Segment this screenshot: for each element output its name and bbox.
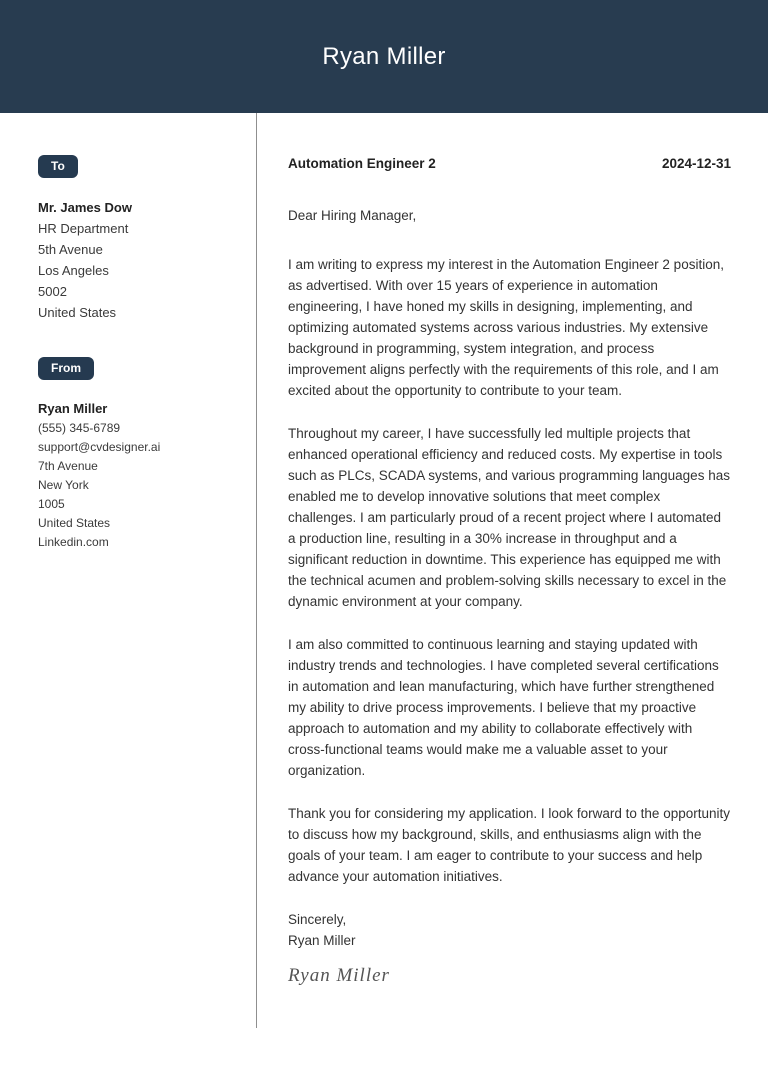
sender-street: 7th Avenue (38, 459, 98, 473)
sender-email: support@cvdesigner.ai (38, 440, 161, 454)
sender-zip: 1005 (38, 497, 65, 511)
from-badge: From (38, 357, 94, 380)
paragraph-learning: I am also committed to continuous learning and staying updated with industry trends and technologies. I have completed several certifications in automation and lean manufacturing, which have further strengthened my ability to drive process improvements. I believe that my proactive approach to automation and my ability to collaborate effectively with cross-functional teams would make me a valuable asset to your organization. (288, 637, 719, 778)
sender-phone: (555) 345-6789 (38, 421, 121, 435)
recipient-street: 5th Avenue (38, 242, 103, 257)
sender-country: United States (38, 516, 111, 530)
from-section (38, 357, 238, 552)
letter-content (256, 113, 768, 987)
recipient-city: Los Angeles (38, 263, 109, 278)
page-title: Ryan Miller (322, 42, 446, 70)
to-section (38, 155, 238, 323)
closing-salutation: Sincerely, (288, 912, 347, 927)
greeting: Dear Hiring Manager, (288, 208, 417, 223)
sender-name: Ryan Miller (38, 401, 108, 416)
recipient-address-block (38, 197, 238, 323)
recipient-zip: 5002 (38, 284, 67, 299)
paragraph-thanks: Thank you for considering my application. I look forward to the opportunity to discuss how my background, skills, and enthusiasms align with the goals of your team. I am eager to contribute to your success and help advance your automation initiatives. (288, 806, 730, 884)
closing-block (288, 909, 731, 951)
to-badge: To (38, 155, 78, 178)
recipient-department: HR Department (38, 221, 129, 236)
recipient-country: United States (38, 305, 117, 320)
signer-name: Ryan Miller (288, 933, 356, 948)
subject-row (288, 156, 731, 171)
vertical-divider (256, 113, 257, 1028)
contact-sidebar (0, 113, 256, 987)
letter-body-layout (0, 113, 768, 987)
paragraph-experience: Throughout my career, I have successfully led multiple projects that enhanced operational efficiency and reduced costs. My expertise in tools such as PLCs, SCADA systems, and various programming languages has enabled me to develop innovative solutions that meet complex challenges. I am particularly proud of a recent project where I automated a production line, resulting in a 30% increase in throughput and a significant reduction in downtime. This experience has equipped me with the technical acumen and problem-solving skills necessary to excel in the dynamic environment at your company. (288, 426, 730, 609)
job-title: Automation Engineer 2 (288, 156, 436, 171)
sender-linkedin: Linkedin.com (38, 535, 109, 549)
sender-address-block (38, 399, 238, 552)
letter-date: 2024-12-31 (661, 156, 731, 171)
sender-city: New York (38, 478, 89, 492)
handwritten-signature: Ryan Miller (288, 965, 390, 986)
letter-header (0, 0, 768, 113)
recipient-name: Mr. James Dow (38, 200, 132, 215)
paragraph-intro: I am writing to express my interest in the Automation Engineer 2 position, as advertised. With over 15 years of experience in automation engineering, I have honed my skills in designing, implementing, and optimizing automated systems across various industries. My extensive background in programming, system integration, and process improvement aligns perfectly with the requirements of this role, and I am excited about the opportunity to contribute to your team. (288, 257, 724, 398)
